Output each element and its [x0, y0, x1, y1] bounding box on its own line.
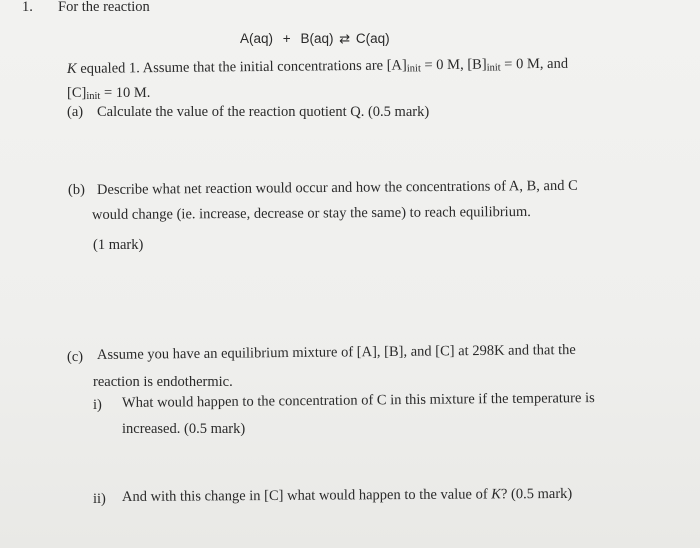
k-symbol: K — [66, 60, 77, 77]
part-c-ii-label: ii) — [93, 491, 106, 507]
product-c: C(aq) — [355, 31, 390, 46]
a-sub: init — [406, 63, 421, 75]
reactant-b: B(aq) — [300, 31, 334, 46]
part-a-label: (a) — [67, 104, 84, 120]
c-value: = 10 M. — [100, 85, 151, 101]
part-c-line1: Assume you have an equilibrium mixture of [A], [B], and [C] at 298K and that the — [96, 341, 576, 363]
b-conc: [B] — [467, 56, 487, 73]
b-value: = 0 M, and — [500, 55, 569, 73]
reactant-a: A(aq) — [240, 31, 274, 46]
part-c-ii-text — [122, 485, 572, 506]
reaction-equation — [240, 30, 390, 48]
part-c-i-line2: increased. (0.5 mark) — [122, 421, 246, 437]
part-b-line2: would change (ie. increase, decrease or stay the same) to reach equilibrium. — [91, 203, 531, 223]
part-b-label: (b) — [67, 181, 85, 198]
part-a-text: Calculate the value of the reaction quotient Q. (0.5 mark) — [97, 104, 430, 120]
given-conditions-line1 — [67, 55, 568, 82]
part-b-line1: Describe what net reaction would occur and how the concentrations of A, B, and C — [96, 177, 578, 198]
part-b-line3: (1 mark) — [93, 237, 144, 253]
equilibrium-arrow-icon: ⇄ — [339, 31, 351, 46]
a-conc: [A] — [386, 57, 407, 74]
k-statement: equaled 1. Assume that the initial concentrations are — [76, 57, 387, 77]
c-conc: [C] — [67, 85, 87, 101]
part-c-i-label: i) — [93, 397, 102, 413]
part-c-label: (c) — [66, 348, 84, 365]
part-c-line2: reaction is endothermic. — [93, 374, 233, 390]
question-number: 1. — [22, 0, 33, 15]
a-value: = 0 M, — [420, 56, 468, 74]
part-c-ii-text-after: ? (0.5 mark) — [500, 485, 573, 503]
c-sub: init — [86, 91, 101, 102]
question-intro: For the reaction — [58, 0, 150, 15]
b-sub: init — [486, 62, 501, 74]
part-c-i-line1: What would happen to the concentration of C in this mixture if the temperature is — [121, 390, 595, 411]
plus-sign: + — [282, 31, 291, 46]
part-c-ii-text-before: And with this change in [C] what would happen to the value of — [121, 486, 492, 505]
part-c-ii-k-symbol: K — [491, 486, 501, 503]
